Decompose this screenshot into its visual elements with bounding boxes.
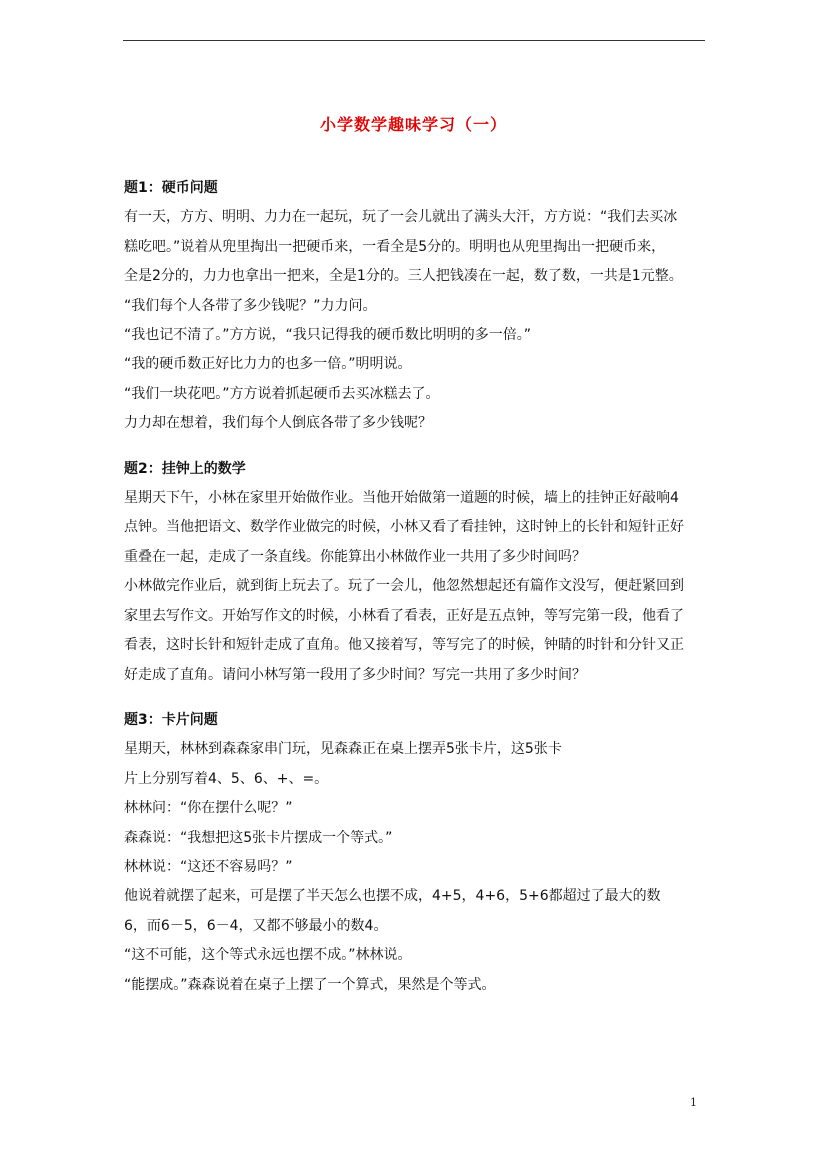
paragraph-line: 看表，这时长针和短针走成了直角。他又接着写，等写完了的时候，钟睛的时针和分针又正 (124, 637, 684, 654)
paragraph-line: “能摆成。”森森说着在桌子上摆了一个算式，果然是个等式。 (124, 976, 496, 993)
paragraph-line: 小林做完作业后，就到街上玩去了。玩了一会儿，他忽然想起还有篇作文没写，便赶紧回到 (124, 578, 684, 595)
section-heading: 题2：挂钟上的数学 (124, 460, 246, 477)
paragraph-line: 6，而6－5，6－4，又都不够最小的数4。 (124, 917, 388, 934)
paragraph-line: 重叠在一起，走成了一条直线。你能算出小林做作业一共用了多少时间吗？ (124, 548, 586, 565)
section-heading: 题1：硬币问题 (124, 180, 218, 196)
section-clock-problem (124, 455, 708, 690)
paragraph-line: 星期天，林林到森森家串门玩，见森森正在桌上摆弄5张卡片，这5张卡 (124, 741, 562, 758)
paragraph-line: “我也记不清了。”方方说，“我只记得我的硬币数比明明的多一倍。” (124, 327, 532, 344)
paragraph-line: 有一天，方方、明明、力力在一起玩，玩了一会儿就出了满头大汗，方方说：“我们去买冰 (124, 209, 678, 226)
paragraph-line: 全是2分的，力力也拿出一把来，全是1分的。三人把钱凑在一起，数了数，一共是1元整。 (124, 268, 683, 285)
section-heading: 题3：卡片问题 (124, 711, 218, 728)
page-number: 1 (690, 1096, 697, 1109)
section-card-problem (124, 706, 708, 1000)
paragraph-line: 森森说：“我想把这5张卡片摆成一个等式。” (124, 829, 393, 846)
paragraph-line: 林林说：“这还不容易吗？” (124, 858, 293, 875)
paragraph-line: 星期天下午，小林在家里开始做作业。当他开始做第一道题的时候，墙上的挂钟正好敲响4 (124, 490, 679, 507)
paragraph-line: 片上分别写着4、5、6、+、=。 (124, 770, 329, 787)
paragraph-line: 家里去写作文。开始写作文的时候，小林看了看表，正好是五点钟，等写完第一段，他看了 (124, 607, 684, 624)
paragraph-line: 力力却在想着，我们每个人倒底各带了多少钱呢？ (124, 415, 432, 432)
page-title: 小学数学趣味学习（一） (319, 115, 507, 134)
paragraph-line: 好走成了直角。请问小林写第一段用了多少时间？写完一共用了多少时间？ (124, 666, 586, 683)
paragraph-line: “我们每个人各带了多少钱呢？”力力问。 (124, 297, 377, 314)
paragraph-line: 林林问：“你在摆什么呢？” (124, 800, 293, 817)
document-body (124, 174, 708, 1016)
header-rule (123, 40, 705, 41)
paragraph-line: 糕吃吧。”说着从兜里掏出一把硬币来，一看全是5分的。明明也从兜里掏出一把硬币来， (124, 238, 666, 255)
paragraph-line: 点钟。当他把语文、数学作业做完的时候，小林又看了看挂钟，这时钟上的长针和短针正好 (124, 519, 684, 536)
paragraph-line: 他说着就摆了起来，可是摆了半天怎么也摆不成，4+5，4+6，5+6都超过了最大的数 (124, 888, 661, 905)
paragraph-line: “我们一块花吧。”方方说着抓起硬币去买冰糕去了。 (124, 385, 440, 402)
paragraph-line: “我的硬币数正好比力力的也多一倍。”明明说。 (124, 356, 412, 373)
section-coin-problem (124, 174, 708, 439)
paragraph-line: “这不可能，这个等式永远也摆不成。”林林说。 (124, 947, 412, 964)
